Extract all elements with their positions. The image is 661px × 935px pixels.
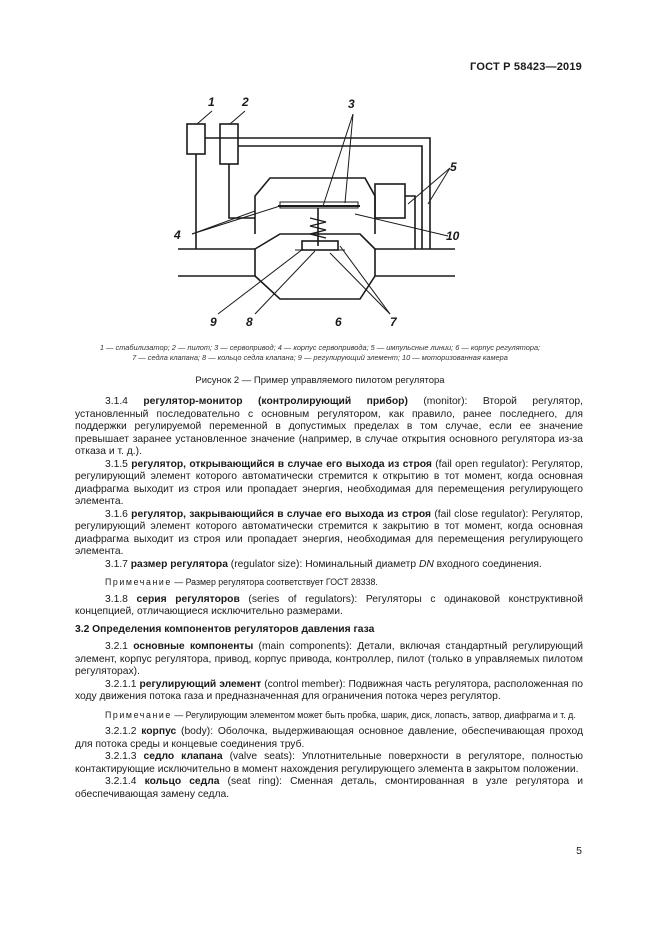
figure-label-5: 5 xyxy=(450,160,457,174)
definition-3-1-4: 3.1.4 регулятор-монитор (контролирующий прибор) (monitor): Второй регулятор, установленный последовательно с основным регулятором, как правило, ранее последнего, для поддержки регулируемой переменной в допустимых пределах в том случае, если ее значение превышает заранее установленное значение (например, в случае открытия основного регулятора из-за отказа и т. д.). xyxy=(75,396,584,457)
regulator-diagram xyxy=(150,86,470,331)
definition-3-1-7: 3.1.7 размер регулятора (regulator size): Номинальный диаметр DN входного соединения. xyxy=(105,558,542,570)
figure-label-10: 10 xyxy=(446,229,460,243)
figure-legend-line-2: 7 — седла клапана; 8 — кольцо седла клапана; 9 — регулирующий элемент; 10 — моторизованная камера xyxy=(132,353,508,362)
definition-3-1-5: 3.1.5 регулятор, открывающийся в случае его выхода из строя (fail open regulator): Регулятор, регулирующий элемент которого автоматически стремится к открытию в тот момент, когда основная диафрагма выходит из строя или пропадает энергия, необходимая для перемещения регулирующего элемента. xyxy=(75,458,583,507)
figure-caption: Рисунок 2 — Пример управляемого пилотом регулятора xyxy=(195,375,445,386)
definition-3-1-6: 3.1.6 регулятор, закрывающийся в случае его выхода из строя (fail close regulator): Регулятор, регулирующий элемент которого автоматически стремится к закрытию в тот момент, когда основная диафрагма выходит из строя или пропадает энергия, необходимая для перемещения регулирующего элемента. xyxy=(75,508,583,557)
figure-label-3: 3 xyxy=(348,97,355,111)
note-regulator-size: Примечание — Размер регулятора соответствует ГОСТ 28338. xyxy=(105,577,378,587)
figure-label-6: 6 xyxy=(335,315,342,329)
figure-label-4: 4 xyxy=(174,228,181,242)
page-number: 5 xyxy=(576,845,582,857)
definition-3-2-1-3: 3.2.1.3 седло клапана (valve seats): Уплотнительные поверхности в регуляторе, полностью контактирующие исключительно в момент нахождения регулирующего элемента в закрытом положении. xyxy=(75,751,583,775)
figure-label-9: 9 xyxy=(210,315,217,329)
figure-label-8: 8 xyxy=(246,315,253,329)
figure-label-1: 1 xyxy=(208,95,215,109)
figure-label-2: 2 xyxy=(242,95,249,109)
definition-3-2-1-1: 3.2.1.1 регулирующий элемент (control member): Подвижная часть регулятора, расположенная по ходу движения потока газа и предназначенная для ограничения потока через регулятор. xyxy=(75,678,583,702)
note-control-member: Примечание — Регулирующим элементом может быть пробка, шарик, диск, лопасть, затвор, диафрагма и т. д. xyxy=(105,709,576,720)
document-id: ГОСТ Р 58423—2019 xyxy=(470,61,582,73)
definition-3-2-1-4: 3.2.1.4 кольцо седла (seat ring): Сменная деталь, смонтированная в узле регулятора и обеспечивающая замену седла. xyxy=(75,776,583,800)
figure-label-7: 7 xyxy=(390,315,397,329)
definition-3-2-1-2: 3.2.1.2 корпус (body): Оболочка, выдерживающая основное давление, обеспечивающая проход для потока среды и концевые соединения труб. xyxy=(75,726,583,750)
figure-legend-line-1: 1 — стабилизатор; 2 — пилот; 3 — сервопривод; 4 — корпус сервопривода; 5 — импульсные линии; 6 — корпус регулятора; xyxy=(99,343,541,352)
definition-3-2-1: 3.2.1 основные компоненты (main components): Детали, включая стандартный регулирующий элемент, корпус регулятора, привод, корпус привода, контроллер, пилот (только в управляемых пилотом регуляторах). xyxy=(75,641,584,677)
section-heading-3-2: 3.2 Определения компонентов регуляторов давления газа xyxy=(75,623,375,635)
document-body xyxy=(75,396,583,801)
definition-3-1-8: 3.1.8 серия регуляторов (series of regulators): Регуляторы с одинаковой конструктивной концепцией, отличающиеся исключительно размерами. xyxy=(75,593,583,617)
